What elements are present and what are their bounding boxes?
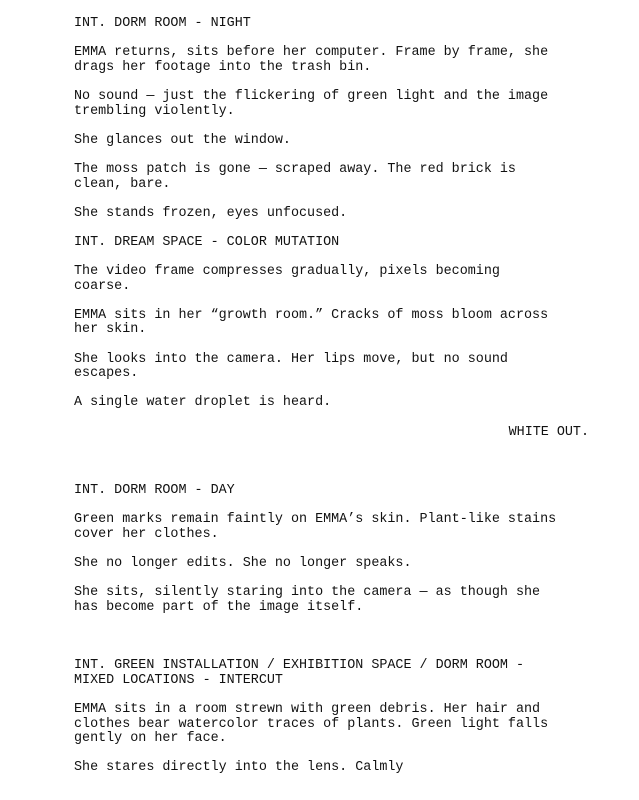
- transition: WHITE OUT.: [508, 424, 589, 440]
- action-line: EMMA sits in her “growth room.” Cracks of moss bloom across her skin.: [74, 307, 549, 338]
- action-line: She looks into the camera. Her lips move, but no sound escapes.: [74, 351, 508, 382]
- action-line: The moss patch is gone — scraped away. The red brick is clean, bare.: [74, 161, 516, 192]
- scene-heading: INT. DORM ROOM - NIGHT: [74, 16, 251, 31]
- action-line: A single water droplet is heard.: [74, 395, 332, 411]
- action-line: Green marks remain faintly on EMMA’s skin. Plant-like stains cover her clothes.: [74, 512, 557, 542]
- action-line: No sound — just the flickering of green light and the image trembling violently.: [74, 88, 549, 119]
- scene-heading: INT. GREEN INSTALLATION / EXHIBITION SPACE / DORM ROOM - MIXED LOCATIONS - INTERCUT: [74, 658, 524, 688]
- action-line: She sits, silently staring into the camera — as though she has become part of the image itself.: [74, 585, 541, 615]
- scene-heading: INT. DORM ROOM - DAY: [74, 483, 235, 499]
- action-line: EMMA sits in a room strewn with green debris. Her hair and clothes bear watercolor traces of plants. Green light falls gently on her face.: [74, 701, 549, 747]
- action-line: She no longer edits. She no longer speaks.: [74, 555, 412, 571]
- action-line: She stands frozen, eyes unfocused.: [74, 205, 348, 221]
- scene-heading: INT. DREAM SPACE - COLOR MUTATION: [74, 234, 340, 250]
- action-line: She glances out the window.: [74, 132, 291, 148]
- screenplay-page: [74, 17, 596, 791]
- action-line: EMMA returns, sits before her computer. Frame by frame, she drags her footage into the trash bin.: [74, 45, 549, 75]
- action-line: She stares directly into the lens. Calmly: [74, 760, 404, 776]
- action-line: The video frame compresses gradually, pixels becoming coarse.: [74, 264, 500, 294]
